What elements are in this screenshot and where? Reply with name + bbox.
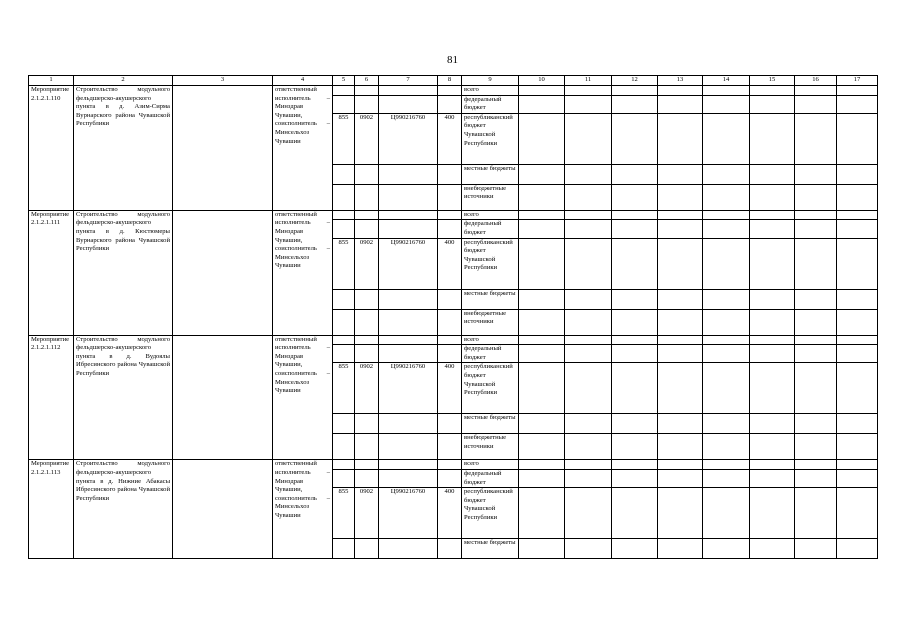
empty-cell <box>438 220 462 238</box>
empty-cell <box>519 113 565 164</box>
column-header: 7 <box>379 76 438 86</box>
executor-cell: ответственный исполнитель – Минздрав Чувашии, соисполнитель – Минсельхоз Чувашии <box>273 460 333 559</box>
empty-cell <box>658 335 703 345</box>
empty-cell <box>565 539 612 559</box>
empty-cell <box>438 414 462 434</box>
empty-cell <box>795 460 837 470</box>
empty-cell <box>837 469 878 487</box>
empty-cell <box>837 488 878 539</box>
empty-cell <box>750 488 795 539</box>
executor-cell: ответственный исполнитель – Минздрав Чувашии, соисполнитель – Минсельхоз Чувашии <box>273 335 333 460</box>
empty-cell <box>703 414 750 434</box>
column-header: 6 <box>355 76 379 86</box>
empty-cell <box>519 164 565 184</box>
empty-cell <box>438 164 462 184</box>
funding-source-cell: федеральный бюджет <box>462 95 519 113</box>
empty-cell <box>519 210 565 220</box>
empty-cell <box>750 164 795 184</box>
empty-cell <box>837 434 878 460</box>
empty-cell <box>837 113 878 164</box>
empty-cell <box>612 113 658 164</box>
empty-cell <box>703 309 750 335</box>
empty-cell <box>612 238 658 289</box>
empty-cell <box>355 460 379 470</box>
funding-source-cell: местные бюджеты <box>462 164 519 184</box>
empty-cell <box>379 434 438 460</box>
empty-cell <box>438 460 462 470</box>
empty-cell <box>519 86 565 96</box>
empty-cell <box>658 184 703 210</box>
empty-cell <box>658 539 703 559</box>
empty-cell <box>703 363 750 414</box>
empty-cell <box>795 289 837 309</box>
empty-cell <box>565 345 612 363</box>
empty-cell <box>355 539 379 559</box>
empty-cell <box>565 460 612 470</box>
empty-cell <box>355 210 379 220</box>
empty-cell <box>565 289 612 309</box>
empty-cell <box>658 488 703 539</box>
column-header: 11 <box>565 76 612 86</box>
empty-cell <box>750 469 795 487</box>
funding-source-cell: республиканский бюджет Чувашской Республики <box>462 113 519 164</box>
empty-cell <box>612 460 658 470</box>
empty-cell <box>795 335 837 345</box>
empty-cell <box>837 238 878 289</box>
measure-id-cell: Мероприятие 2.1.2.1.112 <box>29 335 74 460</box>
empty-cell <box>519 460 565 470</box>
empty-cell <box>750 434 795 460</box>
empty-cell <box>565 95 612 113</box>
empty-cell <box>519 434 565 460</box>
empty-cell <box>355 289 379 309</box>
empty-cell <box>750 220 795 238</box>
empty-cell <box>519 345 565 363</box>
empty-cell <box>658 345 703 363</box>
expense-type-cell: 400 <box>438 238 462 289</box>
empty-cell <box>333 86 355 96</box>
empty-cell <box>173 86 273 211</box>
empty-cell <box>565 469 612 487</box>
empty-cell <box>379 289 438 309</box>
funding-source-cell: внебюджетные источники <box>462 434 519 460</box>
empty-cell <box>703 86 750 96</box>
empty-cell <box>750 309 795 335</box>
empty-cell <box>750 460 795 470</box>
empty-cell <box>355 86 379 96</box>
empty-cell <box>379 460 438 470</box>
empty-cell <box>837 95 878 113</box>
empty-cell <box>750 289 795 309</box>
measure-id-cell: Мероприятие 2.1.2.1.111 <box>29 210 74 335</box>
empty-cell <box>519 289 565 309</box>
empty-cell <box>837 289 878 309</box>
empty-cell <box>519 220 565 238</box>
empty-cell <box>703 210 750 220</box>
measure-name-cell: Строительство модульного фельдшерско-акушерского пункта в д. Нижние Абакасы Ибресинского района Чувашской Республики <box>74 460 173 559</box>
empty-cell <box>565 434 612 460</box>
empty-cell <box>519 238 565 289</box>
empty-cell <box>795 220 837 238</box>
funding-source-cell: всего <box>462 460 519 470</box>
empty-cell <box>565 220 612 238</box>
table-row <box>29 335 878 345</box>
section-code-cell: 0902 <box>355 113 379 164</box>
empty-cell <box>333 460 355 470</box>
empty-cell <box>379 414 438 434</box>
empty-cell <box>612 335 658 345</box>
empty-cell <box>658 210 703 220</box>
empty-cell <box>795 539 837 559</box>
empty-cell <box>703 345 750 363</box>
empty-cell <box>333 434 355 460</box>
column-header: 5 <box>333 76 355 86</box>
empty-cell <box>565 164 612 184</box>
empty-cell <box>612 414 658 434</box>
column-header: 1 <box>29 76 74 86</box>
expense-type-cell: 400 <box>438 363 462 414</box>
empty-cell <box>750 86 795 96</box>
column-header: 10 <box>519 76 565 86</box>
empty-cell <box>519 335 565 345</box>
empty-cell <box>837 309 878 335</box>
empty-cell <box>355 220 379 238</box>
empty-cell <box>379 95 438 113</box>
empty-cell <box>837 345 878 363</box>
empty-cell <box>333 164 355 184</box>
empty-cell <box>703 164 750 184</box>
empty-cell <box>333 345 355 363</box>
empty-cell <box>438 95 462 113</box>
empty-cell <box>837 414 878 434</box>
measure-name-cell: Строительство модульного фельдшерско-акушерского пункта в д. Вудоялы Ибресинского района Чувашской Республики <box>74 335 173 460</box>
empty-cell <box>438 184 462 210</box>
empty-cell <box>658 460 703 470</box>
section-code-cell: 0902 <box>355 488 379 539</box>
column-header: 8 <box>438 76 462 86</box>
empty-cell <box>658 469 703 487</box>
empty-cell <box>379 309 438 335</box>
empty-cell <box>355 469 379 487</box>
empty-cell <box>612 210 658 220</box>
empty-cell <box>837 184 878 210</box>
empty-cell <box>379 220 438 238</box>
empty-cell <box>612 434 658 460</box>
empty-cell <box>703 469 750 487</box>
empty-cell <box>750 95 795 113</box>
empty-cell <box>658 164 703 184</box>
empty-cell <box>612 469 658 487</box>
empty-cell <box>565 184 612 210</box>
empty-cell <box>355 434 379 460</box>
empty-cell <box>355 345 379 363</box>
target-code-cell: Ц990216760 <box>379 488 438 539</box>
column-header: 17 <box>837 76 878 86</box>
empty-cell <box>438 289 462 309</box>
funding-source-cell: местные бюджеты <box>462 289 519 309</box>
funding-source-cell: внебюджетные источники <box>462 184 519 210</box>
executor-cell: ответственный исполнитель – Минздрав Чувашии, соисполнитель – Минсельхоз Чувашии <box>273 210 333 335</box>
empty-cell <box>795 210 837 220</box>
empty-cell <box>438 86 462 96</box>
funding-source-cell: всего <box>462 86 519 96</box>
program-table <box>28 75 878 559</box>
empty-cell <box>795 309 837 335</box>
empty-cell <box>612 363 658 414</box>
empty-cell <box>438 335 462 345</box>
empty-cell <box>565 86 612 96</box>
table-row <box>29 86 878 96</box>
empty-cell <box>837 363 878 414</box>
empty-cell <box>795 164 837 184</box>
expense-type-cell: 400 <box>438 488 462 539</box>
empty-cell <box>703 184 750 210</box>
empty-cell <box>612 220 658 238</box>
empty-cell <box>658 434 703 460</box>
empty-cell <box>333 414 355 434</box>
empty-cell <box>703 113 750 164</box>
empty-cell <box>795 184 837 210</box>
empty-cell <box>355 164 379 184</box>
header-row <box>29 76 878 86</box>
column-header: 15 <box>750 76 795 86</box>
empty-cell <box>565 335 612 345</box>
empty-cell <box>837 220 878 238</box>
empty-cell <box>379 184 438 210</box>
empty-cell <box>795 86 837 96</box>
empty-cell <box>438 469 462 487</box>
empty-cell <box>750 184 795 210</box>
empty-cell <box>333 220 355 238</box>
measure-id-cell: Мероприятие 2.1.2.1.110 <box>29 86 74 211</box>
empty-cell <box>333 184 355 210</box>
empty-cell <box>333 469 355 487</box>
target-code-cell: Ц990216760 <box>379 113 438 164</box>
executor-cell: ответственный исполнитель – Минздрав Чувашии, соисполнитель – Минсельхоз Чувашии <box>273 86 333 211</box>
empty-cell <box>565 113 612 164</box>
grbs-code-cell: 855 <box>333 488 355 539</box>
empty-cell <box>438 539 462 559</box>
empty-cell <box>795 469 837 487</box>
column-header: 9 <box>462 76 519 86</box>
empty-cell <box>355 184 379 210</box>
funding-source-cell: всего <box>462 335 519 345</box>
empty-cell <box>355 309 379 335</box>
empty-cell <box>612 86 658 96</box>
empty-cell <box>519 95 565 113</box>
empty-cell <box>612 95 658 113</box>
table-row <box>29 210 878 220</box>
funding-source-cell: республиканский бюджет Чувашской Республики <box>462 238 519 289</box>
grbs-code-cell: 855 <box>333 238 355 289</box>
empty-cell <box>837 539 878 559</box>
empty-cell <box>379 539 438 559</box>
empty-cell <box>837 335 878 345</box>
funding-source-cell: республиканский бюджет Чувашской Республики <box>462 488 519 539</box>
empty-cell <box>333 210 355 220</box>
column-header: 3 <box>173 76 273 86</box>
empty-cell <box>379 210 438 220</box>
empty-cell <box>703 460 750 470</box>
empty-cell <box>379 345 438 363</box>
funding-source-cell: всего <box>462 210 519 220</box>
empty-cell <box>438 210 462 220</box>
empty-cell <box>519 469 565 487</box>
empty-cell <box>612 309 658 335</box>
column-header: 16 <box>795 76 837 86</box>
empty-cell <box>837 164 878 184</box>
empty-cell <box>379 469 438 487</box>
target-code-cell: Ц990216760 <box>379 238 438 289</box>
empty-cell <box>703 335 750 345</box>
empty-cell <box>519 488 565 539</box>
empty-cell <box>565 210 612 220</box>
empty-cell <box>333 309 355 335</box>
empty-cell <box>795 363 837 414</box>
column-header: 2 <box>74 76 173 86</box>
column-header: 12 <box>612 76 658 86</box>
empty-cell <box>612 184 658 210</box>
grbs-code-cell: 855 <box>333 363 355 414</box>
measure-name-cell: Строительство модульного фельдшерско-акушерского пункта в д. Азим-Сирма Вурнарского района Чувашской Республики <box>74 86 173 211</box>
empty-cell <box>703 238 750 289</box>
empty-cell <box>658 363 703 414</box>
grbs-code-cell: 855 <box>333 113 355 164</box>
funding-source-cell: внебюджетные источники <box>462 309 519 335</box>
empty-cell <box>837 210 878 220</box>
empty-cell <box>565 309 612 335</box>
empty-cell <box>658 414 703 434</box>
empty-cell <box>565 363 612 414</box>
empty-cell <box>379 335 438 345</box>
section-code-cell: 0902 <box>355 238 379 289</box>
table-row <box>29 460 878 470</box>
empty-cell <box>658 220 703 238</box>
empty-cell <box>795 414 837 434</box>
empty-cell <box>750 414 795 434</box>
empty-cell <box>379 86 438 96</box>
empty-cell <box>355 95 379 113</box>
empty-cell <box>795 95 837 113</box>
empty-cell <box>612 164 658 184</box>
empty-cell <box>612 345 658 363</box>
empty-cell <box>612 488 658 539</box>
empty-cell <box>379 164 438 184</box>
empty-cell <box>173 335 273 460</box>
column-header: 14 <box>703 76 750 86</box>
column-header: 13 <box>658 76 703 86</box>
column-header: 4 <box>273 76 333 86</box>
funding-source-cell: федеральный бюджет <box>462 220 519 238</box>
empty-cell <box>519 414 565 434</box>
empty-cell <box>795 434 837 460</box>
funding-source-cell: местные бюджеты <box>462 414 519 434</box>
empty-cell <box>333 95 355 113</box>
empty-cell <box>750 238 795 289</box>
funding-source-cell: федеральный бюджет <box>462 345 519 363</box>
empty-cell <box>658 289 703 309</box>
funding-source-cell: федеральный бюджет <box>462 469 519 487</box>
funding-source-cell: местные бюджеты <box>462 539 519 559</box>
empty-cell <box>703 539 750 559</box>
empty-cell <box>173 210 273 335</box>
empty-cell <box>658 95 703 113</box>
target-code-cell: Ц990216760 <box>379 363 438 414</box>
empty-cell <box>333 539 355 559</box>
expense-type-cell: 400 <box>438 113 462 164</box>
empty-cell <box>355 335 379 345</box>
empty-cell <box>750 335 795 345</box>
empty-cell <box>519 539 565 559</box>
empty-cell <box>703 95 750 113</box>
page-number: 81 <box>447 54 458 66</box>
empty-cell <box>837 460 878 470</box>
empty-cell <box>703 488 750 539</box>
empty-cell <box>750 210 795 220</box>
empty-cell <box>355 414 379 434</box>
empty-cell <box>795 345 837 363</box>
empty-cell <box>565 414 612 434</box>
measure-id-cell: Мероприятие 2.1.2.1.113 <box>29 460 74 559</box>
empty-cell <box>703 289 750 309</box>
empty-cell <box>750 363 795 414</box>
empty-cell <box>612 539 658 559</box>
empty-cell <box>612 289 658 309</box>
empty-cell <box>565 238 612 289</box>
empty-cell <box>333 289 355 309</box>
empty-cell <box>795 488 837 539</box>
empty-cell <box>750 345 795 363</box>
empty-cell <box>703 434 750 460</box>
section-code-cell: 0902 <box>355 363 379 414</box>
empty-cell <box>658 309 703 335</box>
funding-source-cell: республиканский бюджет Чувашской Республики <box>462 363 519 414</box>
empty-cell <box>438 309 462 335</box>
empty-cell <box>658 113 703 164</box>
empty-cell <box>173 460 273 559</box>
empty-cell <box>519 363 565 414</box>
empty-cell <box>519 184 565 210</box>
empty-cell <box>438 345 462 363</box>
empty-cell <box>795 238 837 289</box>
empty-cell <box>658 86 703 96</box>
empty-cell <box>658 238 703 289</box>
empty-cell <box>837 86 878 96</box>
empty-cell <box>750 113 795 164</box>
empty-cell <box>438 434 462 460</box>
empty-cell <box>750 539 795 559</box>
empty-cell <box>519 309 565 335</box>
empty-cell <box>333 335 355 345</box>
empty-cell <box>565 488 612 539</box>
measure-name-cell: Строительство модульного фельдшерско-акушерского пункта в д. Кюстюмеры Вурнарского района Чувашской Республики <box>74 210 173 335</box>
empty-cell <box>795 113 837 164</box>
empty-cell <box>703 220 750 238</box>
